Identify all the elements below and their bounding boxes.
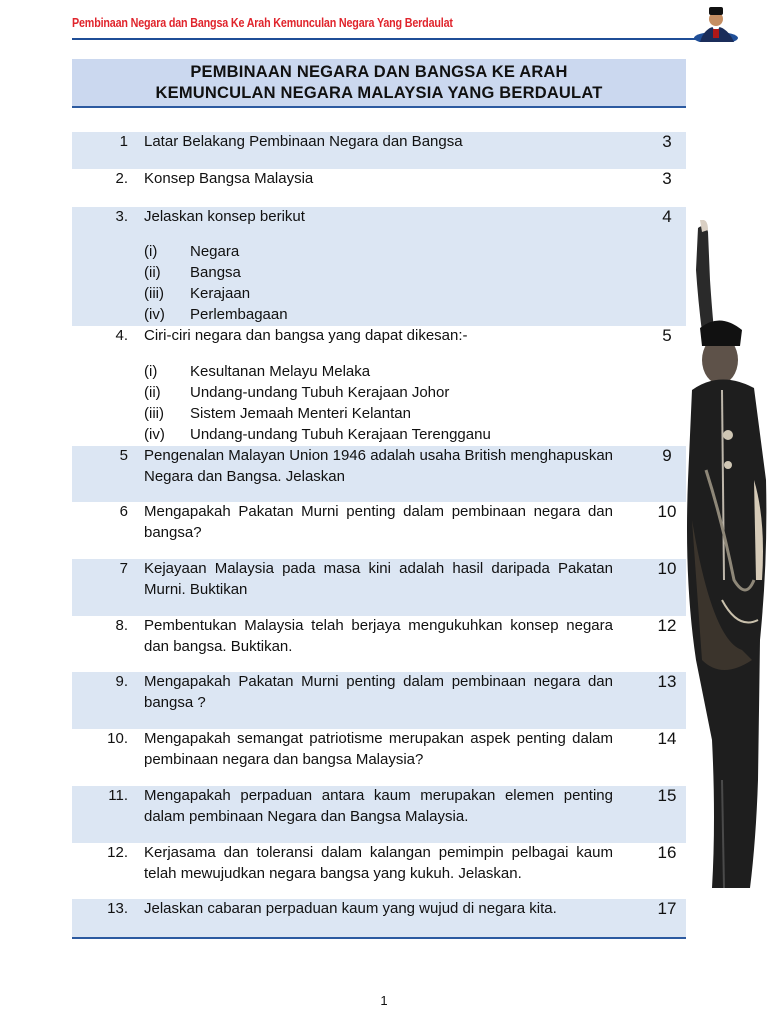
saluting-figure-image <box>662 220 768 890</box>
item-text: Ciri-ciri negara dan bangsa yang dapat dikesan:- <box>144 327 468 344</box>
toc-row <box>72 899 686 937</box>
sub-item-text: Perlembagaan <box>190 306 288 323</box>
sub-item <box>144 304 288 325</box>
sub-item-roman: (i) <box>144 363 158 380</box>
title-line-1: PEMBINAAN NEGARA DAN BANGSA KE ARAH <box>190 63 568 81</box>
toc-row <box>72 672 686 729</box>
item-text: Pengenalan Malayan Union 1946 adalah usaha British menghapuskan Negara dan Bangsa. Jelaskan <box>144 447 613 485</box>
sub-item-text: Sistem Jemaah Menteri Kelantan <box>190 405 411 422</box>
sub-item <box>144 382 449 403</box>
item-text: Kejayaan Malaysia pada masa kini adalah hasil daripada Pakatan Murni. Buktikan <box>144 560 613 598</box>
item-page: 15 <box>657 786 677 805</box>
item-number: 8. <box>115 617 128 634</box>
sub-item <box>144 241 239 262</box>
toc-row <box>72 132 686 169</box>
toc-row <box>72 446 686 502</box>
item-number: 12. <box>107 844 128 861</box>
sub-item-text: Kerajaan <box>190 285 251 302</box>
toc-row <box>72 616 686 672</box>
sub-item-text: Undang-undang Tubuh Kerajaan Johor <box>190 384 450 401</box>
item-page: 4 <box>662 207 672 226</box>
toc-row <box>72 559 686 616</box>
item-text: Jelaskan konsep berikut <box>144 208 305 225</box>
item-page: 5 <box>662 326 672 345</box>
portrait-icon <box>694 4 740 42</box>
item-text: Konsep Bangsa Malaysia <box>144 170 314 187</box>
sub-item-roman: (i) <box>144 243 158 260</box>
item-page: 12 <box>657 616 677 635</box>
sub-item-roman: (iii) <box>144 285 164 302</box>
item-number: 11. <box>108 787 128 804</box>
sub-item-roman: (iv) <box>144 426 165 443</box>
item-page: 3 <box>662 169 672 188</box>
toc-row <box>72 326 686 446</box>
item-page: 3 <box>662 132 672 151</box>
sub-item <box>144 283 250 304</box>
item-page: 14 <box>657 729 677 748</box>
sub-item-text: Negara <box>190 243 240 260</box>
sub-item-roman: (iii) <box>144 405 164 422</box>
item-page: 17 <box>657 899 677 918</box>
sub-item <box>144 403 411 424</box>
item-number: 10. <box>107 730 128 747</box>
item-number: 1 <box>119 133 128 150</box>
item-number: 2. <box>115 170 128 187</box>
running-header: Pembinaan Negara dan Bangsa Ke Arah Kemunculan Negara Yang Berdaulat <box>72 16 453 30</box>
page-number: 1 <box>380 993 388 1008</box>
sub-item-text: Bangsa <box>190 264 241 281</box>
item-number: 9. <box>115 673 128 690</box>
item-text: Mengapakah Pakatan Murni penting dalam pembinaan negara dan bangsa? <box>144 503 613 541</box>
sub-item <box>144 262 241 283</box>
item-text: Pembentukan Malaysia telah berjaya mengukuhkan konsep negara dan bangsa. Buktikan. <box>144 617 613 655</box>
toc-row <box>72 843 686 899</box>
item-page: 10 <box>657 502 677 521</box>
item-number: 6 <box>119 503 128 520</box>
sub-item <box>144 361 370 382</box>
item-page: 9 <box>662 446 672 465</box>
toc-row <box>72 502 686 559</box>
toc-row <box>72 207 686 326</box>
item-text: Mengapakah semangat patriotisme merupakan aspek penting dalam pembinaan negara dan bangsa Malaysia? <box>144 730 613 768</box>
sub-item-text: Kesultanan Melayu Melaka <box>190 363 371 380</box>
item-text: Jelaskan cabaran perpaduan kaum yang wujud di negara kita. <box>144 900 557 917</box>
sub-item-roman: (ii) <box>144 384 161 401</box>
item-page: 16 <box>657 843 677 862</box>
item-text: Kerjasama dan toleransi dalam kalangan pemimpin pelbagai kaum telah mewujudkan negara bangsa yang kukuh. Jelaskan. <box>144 844 613 882</box>
item-text: Latar Belakang Pembinaan Negara dan Bangsa <box>144 133 463 150</box>
item-page: 13 <box>657 672 677 691</box>
toc-row <box>72 786 686 843</box>
item-page: 10 <box>657 559 677 578</box>
item-number: 3. <box>115 208 128 225</box>
title-line-2: KEMUNCULAN NEGARA MALAYSIA YANG BERDAULAT <box>155 84 603 102</box>
table-bottom-rule <box>72 937 686 939</box>
document-title <box>72 59 686 108</box>
sub-item <box>144 424 491 445</box>
item-number: 13. <box>107 900 128 917</box>
item-number: 4. <box>115 327 128 344</box>
item-text: Mengapakah Pakatan Murni penting dalam pembinaan negara dan bangsa ? <box>144 673 613 711</box>
item-number: 5 <box>119 447 128 464</box>
toc-row <box>72 729 686 786</box>
sub-item-roman: (iv) <box>144 306 165 323</box>
item-text: Mengapakah perpaduan antara kaum merupakan elemen penting dalam pembinaan Negara dan Bangsa Malaysia. <box>144 787 613 825</box>
toc-row <box>72 169 686 207</box>
sub-item-text: Undang-undang Tubuh Kerajaan Terengganu <box>190 426 491 443</box>
header-rule <box>72 38 712 40</box>
item-number: 7 <box>119 560 128 577</box>
sub-item-roman: (ii) <box>144 264 161 281</box>
